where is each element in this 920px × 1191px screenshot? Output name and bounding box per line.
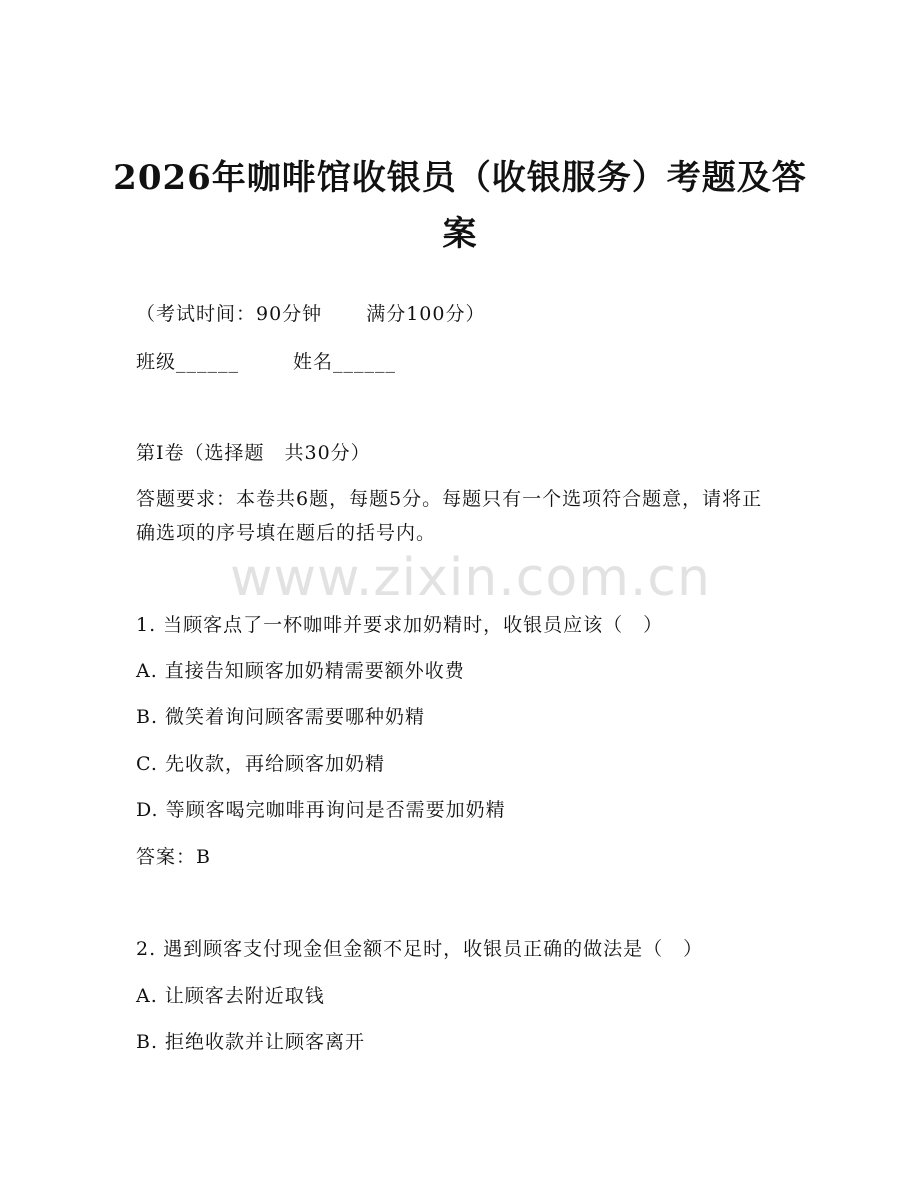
- instructions: 答题要求：本卷共6题，每题5分。每题只有一个选项符合题意，请将正确选项的序号填在题后的括号内。: [136, 488, 763, 544]
- name-field: 姓名______: [293, 351, 397, 373]
- question-2-stem: 2. 遇到顾客支付现金但金额不足时，收银员正确的做法是（ ）: [136, 938, 704, 960]
- watermark: www.zixin.com.cn: [230, 548, 711, 608]
- section-heading: 第I卷（选择题 共30分）: [136, 442, 371, 464]
- question-1-option-b: B. 微笑着询问顾客需要哪种奶精: [136, 706, 426, 728]
- student-info-row: [136, 350, 396, 374]
- question-1-option-d: D. 等顾客喝完咖啡再询问是否需要加奶精: [136, 799, 506, 821]
- exam-time: （考试时间：90分钟: [136, 303, 323, 325]
- document-title: 2026年咖啡馆收银员（收银服务）考题及答案: [113, 158, 807, 254]
- question-1-option-c: C. 先收款，再给顾客加奶精: [136, 753, 385, 775]
- exam-info-row: [136, 302, 485, 326]
- question-2-option-a: A. 让顾客去附近取钱: [136, 985, 325, 1007]
- question-1-option-a: A. 直接告知顾客加奶精需要额外收费: [136, 660, 465, 682]
- question-1-answer: 答案：B: [136, 846, 211, 868]
- question-2-option-b: B. 拒绝收款并让顾客离开: [136, 1031, 366, 1053]
- question-1-stem: 1. 当顾客点了一杯咖啡并要求加奶精时，收银员应该（ ）: [136, 614, 664, 636]
- full-score: 满分100分）: [366, 303, 486, 325]
- class-field: 班级______: [136, 351, 240, 373]
